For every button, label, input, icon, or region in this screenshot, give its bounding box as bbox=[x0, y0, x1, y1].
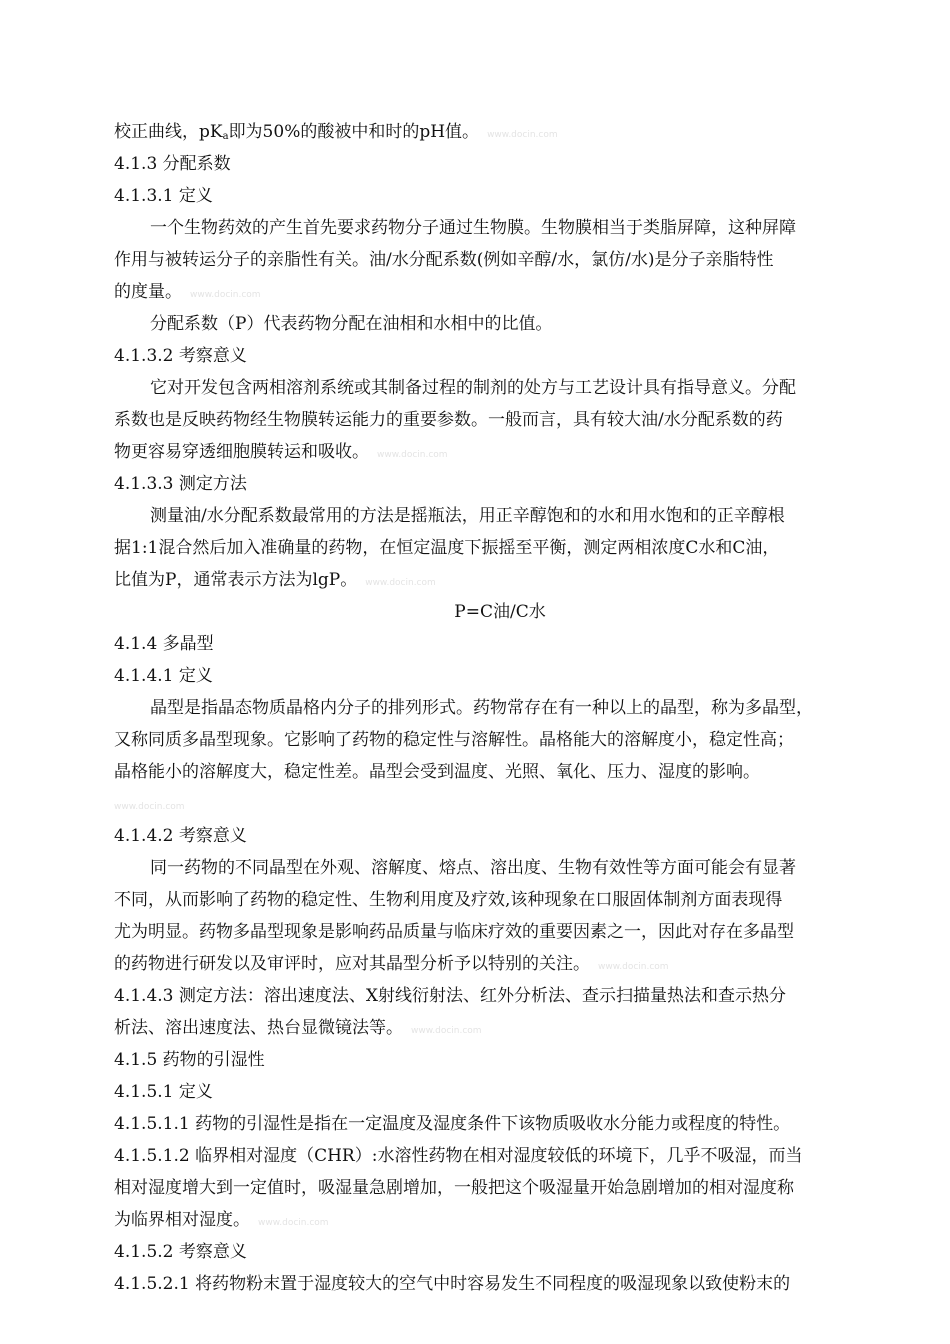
watermark-text: www.docin.com bbox=[114, 802, 185, 812]
section-heading: 4.1.4 多晶型 bbox=[114, 634, 214, 654]
section-heading: 4.1.4.2 考察意义 bbox=[114, 826, 247, 846]
paragraph-line: 校正曲线，$pK_a$即为50%的酸被中和时的pH值。 www.docin.com bbox=[114, 122, 558, 142]
paragraph-line: 不同，从而影响了药物的稳定性、生物利用度及疗效,该种现象在口服固体制剂方面表现得 bbox=[114, 890, 783, 910]
watermark-text: www.docin.com bbox=[411, 1026, 482, 1036]
watermark-line bbox=[114, 788, 886, 820]
watermark-text: www.docin.com bbox=[365, 578, 436, 588]
section-heading: 4.1.4.3 测定方法：溶出速度法、X射线衍射法、红外分析法、查示扫描量热法和查示热分 bbox=[114, 986, 786, 1006]
paragraph-line: 晶型是指晶态物质晶格内分子的排列形式。药物常存在有一种以上的晶型，称为多晶型， bbox=[150, 698, 813, 718]
paragraph-line: 4.1.5.1.2 临界相对湿度（CHR）:水溶性药物在相对湿度较低的环境下，几乎不吸湿，而当 bbox=[114, 1146, 803, 1166]
watermark-text: www.docin.com bbox=[487, 130, 558, 140]
paragraph-line: 分配系数（P）代表药物分配在油相和水相中的比值。 bbox=[150, 314, 553, 334]
paragraph-line: 析法、溶出速度法、热台显微镜法等。 www.docin.com bbox=[114, 1018, 482, 1038]
paragraph-line: 的药物进行研发以及审评时，应对其晶型分析予以特别的关注。 www.docin.com bbox=[114, 954, 669, 974]
section-heading: 4.1.5.1 定义 bbox=[114, 1082, 213, 1102]
paragraph-line: 同一药物的不同晶型在外观、溶解度、熔点、溶出度、生物有效性等方面可能会有显著 bbox=[150, 858, 796, 878]
paragraph-line: 晶格能小的溶解度大，稳定性差。晶型会受到温度、光照、氧化、压力、湿度的影响。 bbox=[114, 762, 760, 782]
paragraph-line: 它对开发包含两相溶剂系统或其制备过程的制剂的处方与工艺设计具有指导意义。分配 bbox=[150, 378, 796, 398]
watermark-text: www.docin.com bbox=[377, 450, 448, 460]
section-heading: 4.1.5.2 考察意义 bbox=[114, 1242, 247, 1262]
formula: P=C油/C水 bbox=[454, 602, 546, 622]
paragraph-line: 比值为P，通常表示方法为lgP。 www.docin.com bbox=[114, 570, 436, 590]
paragraph-line: 的度量。 www.docin.com bbox=[114, 282, 261, 302]
paragraph-line: 又称同质多晶型现象。它影响了药物的稳定性与溶解性。晶格能大的溶解度小，稳定性高； bbox=[114, 730, 794, 750]
section-heading: 4.1.5 药物的引湿性 bbox=[114, 1050, 265, 1070]
paragraph-line: 为临界相对湿度。 www.docin.com bbox=[114, 1210, 329, 1230]
section-heading: 4.1.3.3 测定方法 bbox=[114, 474, 247, 494]
section-heading: 4.1.3.2 考察意义 bbox=[114, 346, 247, 366]
paragraph-line: 系数也是反映药物经生物膜转运能力的重要参数。一般而言，具有较大油/水分配系数的药 bbox=[114, 410, 783, 430]
paragraph-line: 据1:1混合然后加入准确量的药物，在恒定温度下振摇至平衡，测定两相浓度C水和C油， bbox=[114, 538, 780, 558]
watermark-text: www.docin.com bbox=[190, 290, 261, 300]
paragraph-line: 相对湿度增大到一定值时，吸湿量急剧增加，一般把这个吸湿量开始急剧增加的相对湿度称 bbox=[114, 1178, 794, 1198]
document-body bbox=[114, 116, 886, 1300]
paragraph-line: 物更容易穿透细胞膜转运和吸收。 www.docin.com bbox=[114, 442, 448, 462]
paragraph-line: 4.1.5.1.1 药物的引湿性是指在一定温度及湿度条件下该物质吸收水分能力或程度的特性。 bbox=[114, 1114, 791, 1134]
paragraph-line: 尤为明显。药物多晶型现象是影响药品质量与临床疗效的重要因素之一，因此对存在多晶型 bbox=[114, 922, 794, 942]
section-heading: 4.1.3 分配系数 bbox=[114, 154, 231, 174]
watermark-text: www.docin.com bbox=[258, 1218, 329, 1228]
paragraph-line: 作用与被转运分子的亲脂性有关。油/水分配系数(例如辛醇/水，氯仿/水)是分子亲脂特性 bbox=[114, 250, 774, 270]
watermark-text: www.docin.com bbox=[598, 962, 669, 972]
paragraph-line: 一个生物药效的产生首先要求药物分子通过生物膜。生物膜相当于类脂屏障，这种屏障 bbox=[150, 218, 796, 238]
section-heading: 4.1.4.1 定义 bbox=[114, 666, 213, 686]
paragraph-line: 测量油/水分配系数最常用的方法是摇瓶法，用正辛醇饱和的水和用水饱和的正辛醇根 bbox=[150, 506, 785, 526]
paragraph-line: 4.1.5.2.1 将药物粉末置于湿度较大的空气中时容易发生不同程度的吸湿现象以致使粉末的 bbox=[114, 1274, 791, 1294]
section-heading: 4.1.3.1 定义 bbox=[114, 186, 213, 206]
